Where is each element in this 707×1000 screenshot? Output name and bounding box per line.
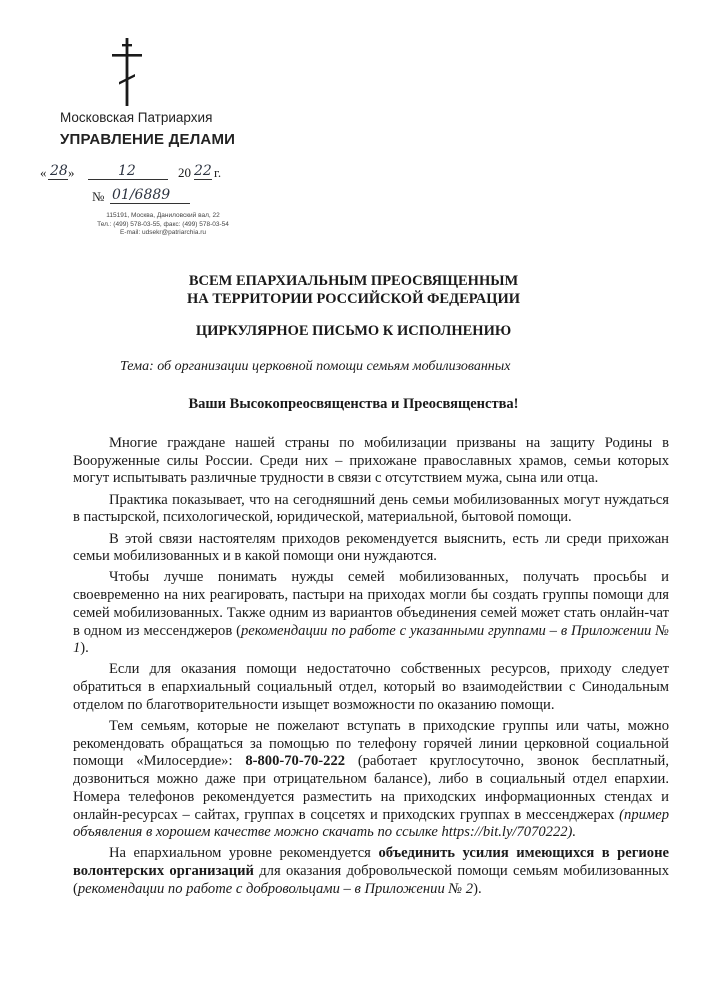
date-month-underline: [88, 179, 168, 180]
number-underline: [110, 203, 190, 204]
letter-date: [40, 163, 240, 185]
paragraph-1: Многие граждане нашей страны по мобилизации призваны на защиту Родины в Вооруженные силы России. Среди них – прихожане православных храмов, семьи которых могут испытывать различные трудности в связи с отсутствием мужа, сына или отца.: [73, 435, 669, 487]
date-close-quote: »: [68, 165, 75, 180]
paragraph-7-text: На епархиальном уровне рекомендуется: [109, 845, 379, 862]
date-year-unit: г.: [214, 165, 222, 180]
paragraph-7-end: ).: [473, 880, 482, 897]
address-line: 115191, Москва, Даниловский вал, 22: [106, 212, 220, 219]
date-open-quote: «: [40, 165, 47, 180]
paragraph-7: [73, 845, 669, 898]
date-day: 28: [50, 163, 68, 179]
paragraph-4: [73, 569, 669, 658]
date-year-underline: [194, 179, 212, 180]
letter-number: [92, 187, 212, 207]
paragraph-5: Если для оказания помощи недостаточно собственных ресурсов, приходу следует обратиться в епархиальный социальный отдел, который во взаимодействии с Синодальным отделом по благотворительности изыщет возможности по оказанию помощи.: [73, 661, 669, 713]
date-day-underline: [48, 179, 68, 180]
letter-topic: Тема: об организации церковной помощи семьям мобилизованных: [120, 359, 511, 374]
volunteer-emphasis: объединить усилия имеющихся в регионе волонтерских организаций: [73, 845, 669, 880]
letter-body: [73, 435, 669, 902]
letter-type-heading: ЦИРКУЛЯРНОЕ ПИСЬМО К ИСПОЛНЕНИЮ: [195, 323, 512, 339]
salutation: Ваши Высокопреосвященства и Преосвященства!: [188, 396, 519, 412]
date-year-suffix: 22: [194, 163, 212, 179]
date-month: 12: [118, 163, 136, 179]
department-name: УПРАВЛЕНИЕ ДЕЛАМИ: [60, 131, 236, 148]
paragraph-4-text: Чтобы лучше понимать нужды семей мобилизованных, получать просьбы и своевременно на них реагировать, пастыри на приходах могли бы создать группы помощи для семей мобилизованных. Также одним из вариантов объединения семей может стать онлайн-чат в одном из мессенджеров (: [73, 569, 669, 639]
number-value: 01/6889: [112, 187, 171, 203]
paragraph-6-text: Тем семьям, которые не пожелают вступать в приходские группы или чаты, можно рекомендовать обращаться за помощью по телефону горячей линии церковной социальной помощи «Милосердие»:: [73, 718, 669, 770]
paragraph-3: В этой связи настоятелям приходов рекомендуется выяснить, есть ли среди прихожан семьи мобилизованных и в какой помощи они нуждаются.: [73, 530, 669, 565]
appendix-1-reference: рекомендации по работе с указанными группами – в Приложении № 1: [73, 622, 669, 657]
date-year-prefix: 20: [178, 165, 191, 180]
addressee-line-2: НА ТЕРРИТОРИИ РОССИЙСКОЙ ФЕДЕРАЦИИ: [186, 291, 521, 307]
paragraph-6: [73, 718, 669, 842]
paragraph-2: Практика показывает, что на сегодняшний день семьи мобилизованных могут нуждаться в пастырской, психологической, юридической, материальной, бытовой помощи.: [73, 491, 669, 526]
orthodox-cross-icon: [112, 38, 142, 106]
paragraph-7-continued: для оказания добровольческой помощи семьям мобилизованных (: [73, 863, 670, 897]
announcement-link-note: (пример объявления в хорошем качестве можно скачать по ссылке https://bit.ly/7070222).: [73, 806, 669, 841]
paragraph-4-end: ).: [80, 640, 89, 657]
addressee-line-1: ВСЕМ ЕПАРХИАЛЬНЫМ ПРЕОСВЯЩЕННЫМ: [188, 273, 519, 289]
contact-address: [58, 212, 268, 238]
email-line: E-mail: udsekr@patriarchia.ru: [119, 229, 207, 237]
organization-name: Московская Патриархия: [60, 110, 213, 125]
hotline-phone-number: 8-800-70-70-222: [245, 753, 346, 770]
appendix-2-reference: рекомендации по работе с добровольцами – в Приложении № 2: [77, 880, 474, 897]
phone-line: Тел.: (499) 578-03-55, факс: (499) 578-03-54: [97, 220, 229, 228]
number-label: №: [92, 189, 105, 204]
paragraph-6-continued: (работает круглосуточно, звонок бесплатный, дозвониться можно даже при отрицательном балансе), либо в социальный отдел епархии. Номера телефонов рекомендуется разместить на приходских информационных стендах и онлайн-ресурсах – сайтах, группах в соцсетях и приходских группах в мессенджерах: [73, 753, 669, 823]
